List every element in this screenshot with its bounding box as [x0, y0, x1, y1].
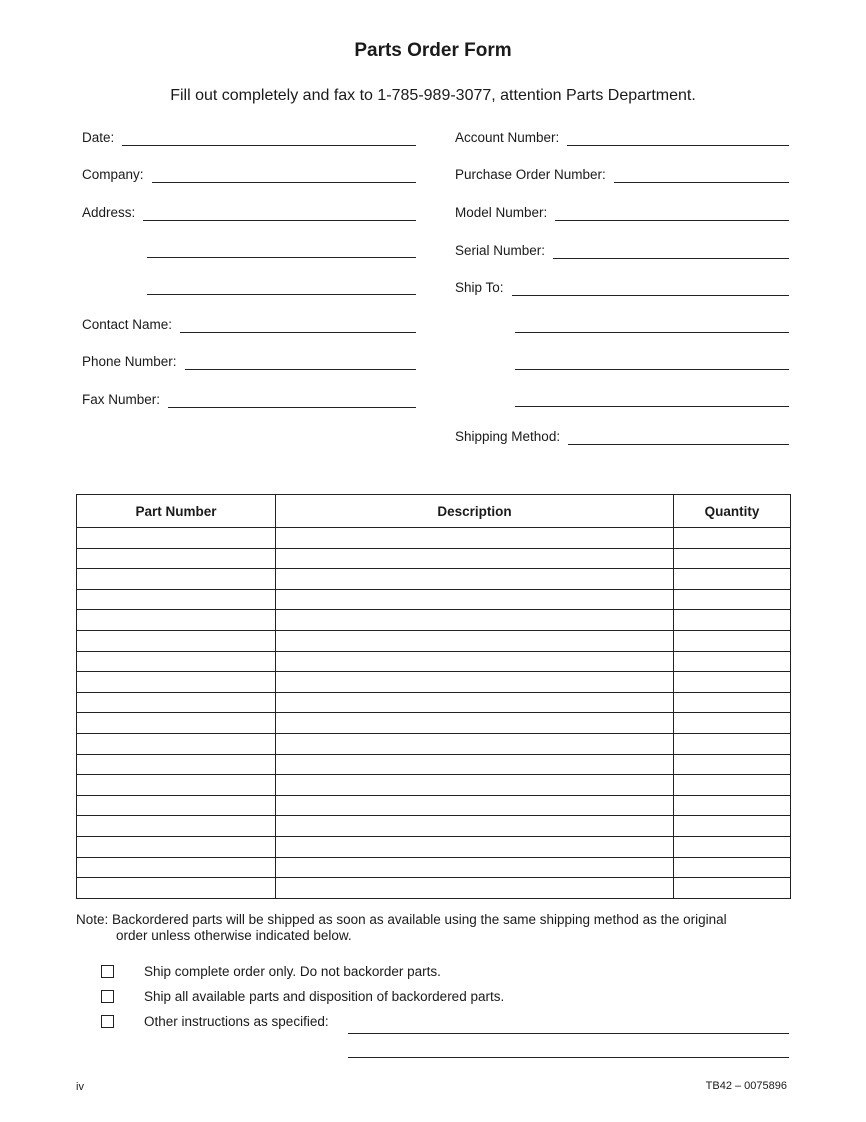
table-row	[77, 857, 791, 878]
company-field[interactable]	[82, 161, 416, 183]
description-cell[interactable]	[276, 672, 674, 693]
address-input-line-2[interactable]	[147, 256, 416, 258]
page-title: Parts Order Form	[354, 40, 512, 61]
part-number-cell[interactable]	[77, 733, 276, 754]
other-instructions-checkbox[interactable]	[101, 1015, 114, 1028]
table-row	[77, 589, 791, 610]
purchase-order-number-input-line[interactable]	[614, 168, 789, 183]
account-number-field[interactable]	[455, 124, 789, 146]
description-cell[interactable]	[276, 692, 674, 713]
description-cell[interactable]	[276, 548, 674, 569]
table-row	[77, 754, 791, 775]
part-number-cell[interactable]	[77, 692, 276, 713]
description-cell[interactable]	[276, 651, 674, 672]
ship-to-input-line-3[interactable]	[515, 368, 789, 370]
description-cell[interactable]	[276, 754, 674, 775]
model-number-label: Model Number:	[455, 205, 548, 220]
part-number-cell[interactable]	[77, 713, 276, 734]
quantity-cell[interactable]	[674, 795, 791, 816]
ship-complete-checkbox[interactable]	[101, 965, 114, 978]
table-row	[77, 528, 791, 549]
table-header-row	[77, 495, 791, 528]
table-row	[77, 878, 791, 899]
option-other-instructions[interactable]	[101, 1012, 329, 1030]
table-row	[77, 548, 791, 569]
description-header: Description	[276, 495, 674, 528]
fax-number-input-line[interactable]	[168, 393, 416, 408]
other-instructions-input-line-1[interactable]	[348, 1032, 789, 1034]
shipping-method-field[interactable]	[455, 423, 789, 445]
table-row	[77, 816, 791, 837]
shipping-method-label: Shipping Method:	[455, 429, 561, 444]
table-row	[77, 610, 791, 631]
option-ship-available[interactable]	[101, 987, 504, 1005]
part-number-cell[interactable]	[77, 795, 276, 816]
account-number-label: Account Number:	[455, 130, 560, 145]
quantity-cell[interactable]	[674, 857, 791, 878]
quantity-cell[interactable]	[674, 569, 791, 590]
quantity-cell[interactable]	[674, 775, 791, 796]
table-row	[77, 775, 791, 796]
company-label: Company:	[82, 167, 144, 182]
address-label: Address:	[82, 205, 136, 220]
address-input-line-1[interactable]	[143, 206, 416, 221]
account-number-input-line[interactable]	[567, 131, 789, 146]
description-cell[interactable]	[276, 878, 674, 899]
ship-complete-label: Ship complete order only. Do not backorder parts.	[144, 963, 441, 979]
note-line-2: order unless otherwise indicated below.	[116, 928, 352, 943]
part-number-cell[interactable]	[77, 836, 276, 857]
contact-name-field[interactable]	[82, 311, 416, 333]
company-input-line[interactable]	[152, 168, 416, 183]
date-label: Date:	[82, 130, 115, 145]
description-cell[interactable]	[276, 795, 674, 816]
page-number: iv	[76, 1081, 84, 1093]
table-row	[77, 836, 791, 857]
fax-number-label: Fax Number:	[82, 392, 161, 407]
part-number-cell[interactable]	[77, 589, 276, 610]
note-line-1: Note: Backordered parts will be shipped as soon as available using the same shipping method as the original	[76, 912, 727, 927]
part-number-cell[interactable]	[77, 548, 276, 569]
date-field[interactable]	[82, 124, 416, 146]
table-row	[77, 733, 791, 754]
serial-number-input-line[interactable]	[553, 244, 789, 259]
shipping-method-input-line[interactable]	[568, 430, 789, 445]
quantity-cell[interactable]	[674, 589, 791, 610]
description-cell[interactable]	[276, 610, 674, 631]
part-number-cell[interactable]	[77, 630, 276, 651]
address-field[interactable]	[82, 199, 416, 221]
part-number-cell[interactable]	[77, 878, 276, 899]
fax-number-field[interactable]	[82, 386, 416, 408]
phone-number-input-line[interactable]	[185, 355, 416, 370]
backorder-note	[76, 912, 796, 944]
purchase-order-number-label: Purchase Order Number:	[455, 167, 606, 182]
model-number-input-line[interactable]	[555, 206, 789, 221]
part-number-cell[interactable]	[77, 610, 276, 631]
quantity-cell[interactable]	[674, 672, 791, 693]
ship-to-input-line-1[interactable]	[512, 281, 789, 296]
table-row	[77, 795, 791, 816]
quantity-cell[interactable]	[674, 548, 791, 569]
quantity-cell[interactable]	[674, 836, 791, 857]
description-cell[interactable]	[276, 857, 674, 878]
description-cell[interactable]	[276, 836, 674, 857]
quantity-cell[interactable]	[674, 713, 791, 734]
table-row	[77, 672, 791, 693]
quantity-cell[interactable]	[674, 692, 791, 713]
ship-to-input-line-4[interactable]	[515, 405, 789, 407]
option-ship-complete[interactable]	[101, 962, 441, 980]
quantity-cell[interactable]	[674, 610, 791, 631]
phone-number-field[interactable]	[82, 348, 416, 370]
quantity-cell[interactable]	[674, 651, 791, 672]
table-row	[77, 692, 791, 713]
date-input-line[interactable]	[122, 131, 416, 146]
description-cell[interactable]	[276, 528, 674, 549]
purchase-order-number-field[interactable]	[455, 161, 789, 183]
phone-number-label: Phone Number:	[82, 354, 177, 369]
description-cell[interactable]	[276, 589, 674, 610]
quantity-cell[interactable]	[674, 754, 791, 775]
ship-available-checkbox[interactable]	[101, 990, 114, 1003]
contact-name-input-line[interactable]	[180, 318, 416, 333]
quantity-cell[interactable]	[674, 630, 791, 651]
table-row	[77, 569, 791, 590]
part-number-cell[interactable]	[77, 816, 276, 837]
description-cell[interactable]	[276, 713, 674, 734]
quantity-cell[interactable]	[674, 528, 791, 549]
parts-table	[76, 494, 791, 899]
description-cell[interactable]	[276, 733, 674, 754]
ship-to-input-line-2[interactable]	[515, 331, 789, 333]
fax-instructions: Fill out completely and fax to 1-785-989-3077, attention Parts Department.	[170, 87, 696, 104]
contact-name-label: Contact Name:	[82, 317, 173, 332]
serial-number-field[interactable]	[455, 237, 789, 259]
other-instructions-input-line-2[interactable]	[348, 1056, 789, 1058]
quantity-cell[interactable]	[674, 733, 791, 754]
table-row	[77, 651, 791, 672]
table-row	[77, 713, 791, 734]
address-input-line-3[interactable]	[147, 293, 416, 295]
part-number-cell[interactable]	[77, 672, 276, 693]
description-cell[interactable]	[276, 775, 674, 796]
other-instructions-label: Other instructions as specified:	[144, 1013, 329, 1029]
part-number-header: Part Number	[77, 495, 276, 528]
description-cell[interactable]	[276, 816, 674, 837]
part-number-cell[interactable]	[77, 857, 276, 878]
ship-to-field[interactable]	[455, 274, 789, 296]
quantity-header: Quantity	[674, 495, 791, 528]
table-row	[77, 630, 791, 651]
part-number-cell[interactable]	[77, 775, 276, 796]
part-number-cell[interactable]	[77, 569, 276, 590]
part-number-cell[interactable]	[77, 754, 276, 775]
description-cell[interactable]	[276, 569, 674, 590]
part-number-cell[interactable]	[77, 528, 276, 549]
quantity-cell[interactable]	[674, 816, 791, 837]
document-code: TB42 – 0075896	[705, 1080, 787, 1092]
parts-table-body	[77, 528, 791, 899]
model-number-field[interactable]	[455, 199, 789, 221]
ship-available-label: Ship all available parts and disposition of backordered parts.	[144, 988, 505, 1004]
quantity-cell[interactable]	[674, 878, 791, 899]
ship-to-label: Ship To:	[455, 280, 504, 295]
serial-number-label: Serial Number:	[455, 243, 546, 258]
description-cell[interactable]	[276, 630, 674, 651]
part-number-cell[interactable]	[77, 651, 276, 672]
